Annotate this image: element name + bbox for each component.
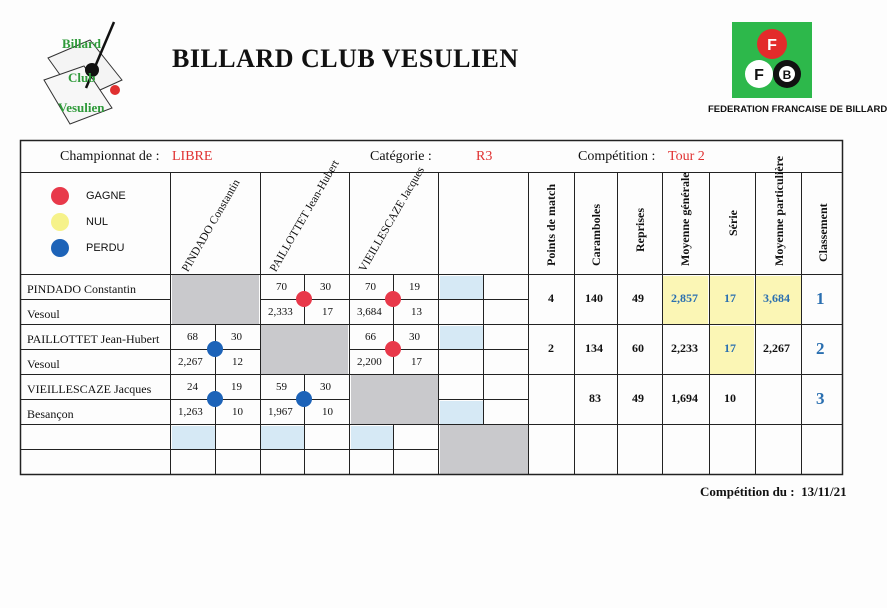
stat-moyenne-particuliere: 3,684: [763, 291, 790, 305]
ffb-letter-1: F: [767, 37, 777, 54]
categorie-value: R3: [476, 149, 493, 164]
federation-caption: FEDERATION FRANCAISE DE BILLARD: [708, 104, 887, 115]
competition-date-value: 13/11/21: [801, 484, 847, 499]
match-points: 68: [187, 331, 198, 343]
stat-classement: 1: [816, 289, 825, 308]
player-city: Vesoul: [27, 357, 60, 371]
legend-dot-nul: [51, 213, 69, 231]
match-points: 70: [365, 281, 376, 293]
match-serie: 17: [322, 306, 333, 318]
match-serie: 10: [232, 406, 243, 418]
column-player-1: PINDADO Constantin: [180, 177, 243, 274]
competition-date: [700, 484, 847, 500]
match-points: 59: [276, 381, 287, 393]
championnat-value: LIBRE: [172, 149, 213, 164]
competition-value: Tour 2: [668, 149, 705, 164]
stat-caramboles: 140: [585, 291, 603, 305]
ffb-letter-2: F: [754, 67, 764, 84]
match-serie: 12: [232, 356, 243, 368]
legend-dots: [51, 187, 69, 257]
match-reprises: 30: [320, 281, 331, 293]
player-name: VIEILLESCAZE Jacques: [27, 382, 152, 396]
stat-moyenne-generale: 2,233: [671, 341, 698, 355]
match-points: 24: [187, 381, 198, 393]
stat-moyenne-particuliere: 2,267: [763, 341, 790, 355]
club-logo-word-3: Vesulien: [58, 100, 105, 115]
legend-label-perdu: PERDU: [86, 242, 125, 254]
stat-serie: 17: [724, 341, 736, 355]
stat-points: 4: [548, 291, 554, 305]
match-serie: 10: [322, 406, 333, 418]
stat-caramboles: 83: [589, 391, 601, 405]
club-logo-word-1: Billard: [62, 36, 102, 51]
result-dot-r2c1: [296, 391, 312, 407]
column-player-3: VIEILLESCAZE Jacques: [357, 164, 427, 274]
match-moyenne: 2,333: [268, 306, 293, 318]
stat-reprises: 49: [632, 391, 644, 405]
header-points-de-match: Points de match: [544, 184, 558, 266]
player-city: Besançon: [27, 407, 74, 421]
result-dot-r0c1: [296, 291, 312, 307]
match-moyenne: 2,200: [357, 356, 382, 368]
player-name: PAILLOTTET Jean-Hubert: [27, 332, 160, 346]
stat-reprises: 49: [632, 291, 644, 305]
match-moyenne: 1,967: [268, 406, 293, 418]
result-dot-r1c2: [385, 341, 401, 357]
stat-moyenne-generale: 2,857: [671, 291, 698, 305]
legend-label-gagne: GAGNE: [86, 190, 126, 202]
match-reprises: 30: [409, 331, 420, 343]
match-moyenne: 3,684: [357, 306, 382, 318]
stat-points: 2: [548, 341, 554, 355]
match-reprises: 30: [231, 331, 242, 343]
result-dot-r0c2: [385, 291, 401, 307]
match-serie: 13: [411, 306, 422, 318]
match-reprises: 19: [409, 281, 420, 293]
legend-dot-gagne: [51, 187, 69, 205]
stat-serie: 10: [724, 391, 736, 405]
header-moyenne-particuliere: Moyenne particulière: [772, 155, 786, 266]
stat-moyenne-generale: 1,694: [671, 391, 698, 405]
stat-caramboles: 134: [585, 341, 603, 355]
competition-label: Compétition :: [578, 149, 656, 164]
stat-serie: 17: [724, 291, 736, 305]
legend-label-nul: NUL: [86, 216, 109, 228]
match-reprises: 30: [320, 381, 331, 393]
categorie-label: Catégorie :: [370, 149, 432, 164]
header-moyenne-generale: Moyenne générale: [678, 172, 692, 266]
ffb-letter-3: B: [782, 68, 792, 82]
championnat-label: Championnat de :: [60, 149, 160, 164]
match-serie: 17: [411, 356, 422, 368]
match-points: 70: [276, 281, 287, 293]
column-player-2: PAILLOTTET Jean-Hubert: [268, 158, 342, 274]
header-classement: Classement: [816, 203, 830, 262]
match-reprises: 19: [231, 381, 242, 393]
stat-classement: 3: [816, 389, 825, 408]
competition-date-label: Compétition du :: [700, 484, 795, 499]
stat-classement: 2: [816, 339, 825, 358]
header-serie: Série: [726, 210, 740, 236]
player-city: Vesoul: [27, 307, 60, 321]
match-moyenne: 2,267: [178, 356, 203, 368]
result-dot-r1c0: [207, 341, 223, 357]
legend-dot-perdu: [51, 239, 69, 257]
header-caramboles: Caramboles: [589, 204, 603, 266]
page-title: BILLARD CLUB VESULIEN: [172, 44, 519, 73]
header-reprises: Reprises: [633, 208, 647, 252]
player-name: PINDADO Constantin: [27, 282, 137, 296]
club-logo-word-2: Club: [68, 70, 96, 85]
stat-reprises: 60: [632, 341, 644, 355]
match-points: 66: [365, 331, 376, 343]
result-dot-r2c0: [207, 391, 223, 407]
match-moyenne: 1,263: [178, 406, 203, 418]
